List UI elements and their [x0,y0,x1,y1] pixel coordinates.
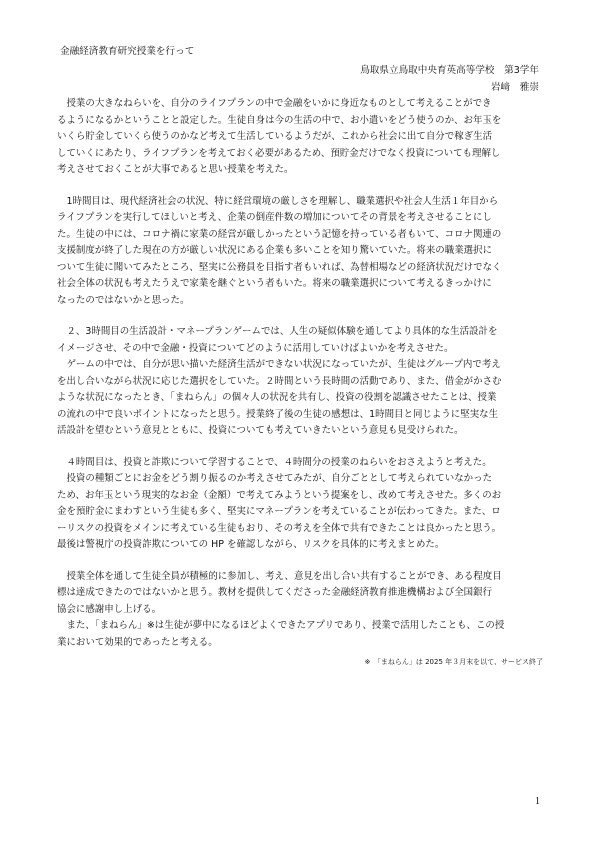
text-line: 最後は警視庁の投資詐欺についての HP を確認しながら、リスクを具体的に考えまとめた。 [57,539,445,550]
footnote: ※ 「まねらん」は 2025 年３月末を以て、サービス終了 [364,658,543,666]
text-line: ため、お年玉という現実的なお金（金額）で考えてみようという提案をし、改めて考えさせた。多くのお [57,489,502,501]
text-line: 支援制度が終了した現在の方が厳しい状況にある企業も多いことを知り驚いていた。将来の職業選択に [57,245,493,256]
text-line: なったのではないかと思った。 [57,294,190,306]
paragraph-lesson-1 [57,194,543,310]
text-line: していくにあたり、ライフプランを考えておく必要があるため、預貯金だけでなく投資についても理解し [57,147,501,159]
text-line: を出し合いながら状況に応じた選択をしていた。２時間という長時間の活動であり、また、借金がかさむ [57,375,502,387]
paragraph-lesson-4 [57,455,543,554]
author-name: 岩﨑 雅崇 [491,82,539,93]
text-line: 授業全体を通して生徒全員が積極的に参加し、考え、意見を出し合い共有することができ、ある程度目 [57,570,502,582]
text-line: いくら貯金していくら使うのかなど考えて生活しているようだが、これから社会に出て自分で稼ぎ生活 [57,131,493,142]
text-line: ２、3時間目の生活設計・マネープランゲームでは、人生の疑似体験を通してより具体的な生活設計を [57,326,498,337]
text-line: ーリスクの投資をメインに考えている生徒もおり、その考えを全体で共有できたことは良かったと思う。 [57,522,502,534]
paragraph-aim [57,96,543,179]
text-line: イメージさせ、その中で金融・投資についてどのように活用していけばよいかを考えさせた。 [57,342,454,354]
text-line: た。生徒の中には、コロナ禍に家業の経営が厳しかったという記憶を持っている者もいて、コロナ関連の [57,228,502,240]
text-line: ような状況になったとき、「まねらん」の個々人の状況を共有し、投資の役割を認識させたことは、授業 [57,392,497,403]
text-line: 考えさせておくことが大事であると思い授業を考えた。 [57,164,294,175]
text-line: 協会に感謝申し上げる。 [57,603,162,615]
text-line: 業において効果的であったと考える。 [57,636,218,648]
document-title: 金融経済教育研究授業を行って [60,46,195,57]
school-name: 鳥取県立鳥取中央育英高等学校 第3学年 [360,65,539,76]
text-line: 社会全体の状況も考えたうえで家業を継ぐという者もいた。将来の職業選択について考えるきっかけに [57,278,492,289]
text-line: るようになるかということと設定した。生徒自身は今の生活の中で、お小遣いをどう使うのか、お年玉を [57,114,502,126]
text-line: 活設計を望むという意見とともに、投資についても考えていきたいという意見も見受けられた。 [57,425,464,436]
text-line: 1時間目は、現代経済社会の状況、特に経営環境の厳しさを理解し、職業選択や社会人生活１年目から [57,195,499,207]
author-block [360,62,539,96]
text-line: ４時間目は、投資と詐欺について学習することで、４時間分の授業のねらいをおさえようと考えた。 [57,456,492,468]
text-line: 標は達成できたのではないかと思う。教材を提供してくださった金融経済教育推進機構および全国銀行 [57,587,493,598]
body-text [57,96,543,666]
text-line: 授業の大きなねらいを、自分のライフプランの中で金融をいかに身近なものとして考えることができ [57,98,492,109]
text-line: の流れの中で良いポイントになったと思う。授業終了後の生徒の感想は、1時間目と同じように堅実な生 [57,408,499,420]
page-number: 1 [535,796,540,807]
text-line: ゲームの中では、自分が思い描いた経済生活ができない状況になっていたが、生徒はグループ内で考え [57,359,501,370]
paragraph-lesson-2-3 [57,324,543,440]
paragraph-conclusion [57,569,543,652]
text-line: また、「まねらん」※は生徒が夢中になるほどよくできたアプリであり、授業で活用したことも、この授 [57,620,505,631]
text-line: ライフプランを実行してほしいと考え、企業の倒産件数の増加についてその背景を考えさせることにし [57,212,492,223]
text-line: 金を預貯金にまわすという生徒も多く、堅実にマネープランを考えていることが伝わってきた。また、ロ [57,506,501,517]
text-line: 投資の種類ごとにお金をどう割り振るのか考えさせてみたが、自分ごととして考えられていなかった [57,473,493,484]
text-line: ついて生徒に聞いてみたところ、堅実に公務員を目指す者もいれば、為替相場などの経済状況だけでなく [57,261,502,273]
